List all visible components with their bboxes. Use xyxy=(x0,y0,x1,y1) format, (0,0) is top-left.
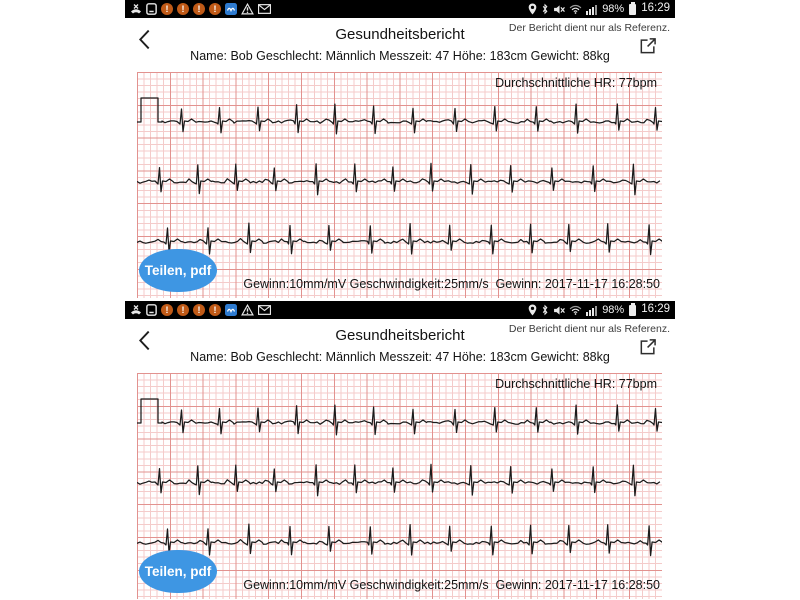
wifi-icon xyxy=(569,305,582,315)
notification-alert-icon xyxy=(161,3,173,15)
missed-call-icon xyxy=(130,304,142,316)
bluetooth-icon xyxy=(541,304,549,316)
battery-icon xyxy=(629,4,636,15)
avg-hr-label: Durchschnittliche HR: 77bpm xyxy=(495,76,657,90)
warning-icon xyxy=(241,3,254,15)
email-icon xyxy=(258,305,271,315)
notification-alert-icon xyxy=(193,3,205,15)
clock: 16:29 xyxy=(641,2,670,15)
disclaimer-text: Der Bericht dient nur als Referenz. xyxy=(508,323,670,335)
signal-strength-icon xyxy=(586,305,598,316)
email-icon xyxy=(258,4,271,14)
mute-icon xyxy=(553,4,565,15)
missed-call-icon xyxy=(130,3,142,15)
screenshot-icon xyxy=(146,304,157,316)
location-icon xyxy=(528,304,537,316)
notification-alert-icon xyxy=(209,3,221,15)
signal-strength-icon xyxy=(586,4,598,15)
ecg-chart xyxy=(137,72,662,298)
clock: 16:29 xyxy=(641,303,670,316)
notification-alert-icon xyxy=(209,304,221,316)
location-icon xyxy=(528,3,537,15)
notification-alert-icon xyxy=(177,304,189,316)
notification-alert-icon xyxy=(161,304,173,316)
android-status-bar xyxy=(125,0,675,18)
patient-info: Name: Bob Geschlecht: Männlich Messzeit: 47 Höhe: 183cm Gewicht: 88kg xyxy=(190,49,610,63)
ecg-chart xyxy=(137,373,662,599)
health-app-icon xyxy=(225,304,237,316)
warning-icon xyxy=(241,304,254,316)
share-pdf-button[interactable]: Teilen, pdf xyxy=(139,550,217,593)
bluetooth-icon xyxy=(541,3,549,15)
patient-info: Name: Bob Geschlecht: Männlich Messzeit: 47 Höhe: 183cm Gewicht: 88kg xyxy=(190,350,610,364)
recording-settings: Gewinn:10mm/mV Geschwindigkeit:25mm/s Gewinn: 2017-11-17 16:28:50 xyxy=(243,578,660,592)
health-app-icon xyxy=(225,3,237,15)
mute-icon xyxy=(553,305,565,316)
battery-icon xyxy=(629,305,636,316)
wifi-icon xyxy=(569,4,582,14)
health-report-screen xyxy=(125,301,675,599)
battery-percent: 98% xyxy=(602,2,625,15)
screenshot-icon xyxy=(146,3,157,15)
health-report-screen xyxy=(125,0,675,298)
disclaimer-text: Der Bericht dient nur als Referenz. xyxy=(508,22,670,34)
page-title: Gesundheitsbericht xyxy=(335,26,465,43)
share-pdf-button[interactable]: Teilen, pdf xyxy=(139,249,217,292)
notification-alert-icon xyxy=(177,3,189,15)
notification-alert-icon xyxy=(193,304,205,316)
battery-percent: 98% xyxy=(602,303,625,316)
page-title: Gesundheitsbericht xyxy=(335,327,465,344)
android-status-bar xyxy=(125,301,675,319)
recording-settings: Gewinn:10mm/mV Geschwindigkeit:25mm/s Gewinn: 2017-11-17 16:28:50 xyxy=(243,277,660,291)
avg-hr-label: Durchschnittliche HR: 77bpm xyxy=(495,377,657,391)
